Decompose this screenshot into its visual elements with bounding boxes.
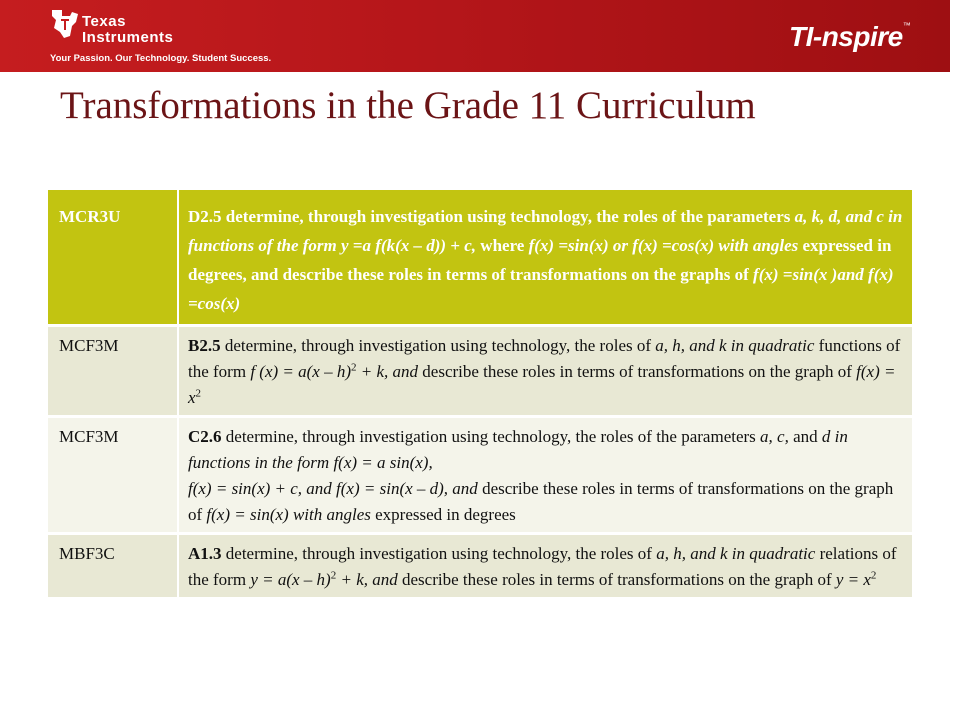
expectation-text-segment: a, h, and k in quadratic — [655, 336, 815, 355]
expectation-text-segment: a, k, d, and c in functions of the form y =a f(k(x – d)) + c, — [188, 207, 903, 255]
expectation-text-segment: + k, and — [356, 362, 419, 381]
expectation-text-segment: D2.5 — [188, 207, 222, 226]
expectation-text-segment: f(x) =sin(x )and f(x) =cos(x) — [188, 265, 894, 313]
course-code: MCF3M — [48, 326, 178, 417]
expectation-text-segment: describe these roles in terms of transformations on the graph of — [397, 570, 836, 589]
expectation-text-segment: 2 — [870, 569, 877, 582]
expectation-text — [178, 190, 912, 326]
company-tagline: Your Passion. Our Technology. Student Success. — [50, 53, 272, 64]
expectation-text-segment: where — [476, 236, 529, 255]
expectation-text-segment: determine, through investigation using technology, the roles of — [221, 544, 657, 563]
expectation-text-segment: expressed in degrees, and describe these roles in terms of transformations on the graphs of — [188, 236, 892, 284]
expectation-text-segment: f(x) = sin(x) with angles — [206, 505, 371, 524]
expectation-text-segment: a, h, and k in quadratic — [656, 544, 816, 563]
expectation-text-segment: relations of the form — [188, 544, 897, 589]
company-name-line2: Instruments — [82, 29, 174, 46]
expectation-text-segment: 2 — [351, 361, 357, 374]
table-header-row — [48, 190, 912, 326]
expectation-text-segment: using technology, the roles of the parameters — [467, 207, 795, 226]
course-code: MCR3U — [48, 190, 178, 326]
expectation-text-segment: y = a(x – h) — [250, 570, 331, 589]
expectation-text-segment: 2 — [330, 569, 337, 582]
expectation-text — [178, 417, 912, 534]
expectation-text-segment: expressed in degrees — [370, 505, 516, 524]
curriculum-table — [48, 190, 912, 600]
table-row — [48, 326, 912, 417]
expectation-text-segment: describe these roles in terms of transformations on the graph of — [418, 362, 857, 381]
header-banner — [0, 0, 950, 75]
expectation-text-segment: B2.5 — [188, 336, 221, 355]
expectation-text-segment: C2.6 — [188, 427, 222, 446]
expectation-text-segment: 2 — [195, 387, 202, 400]
expectation-text-segment: determine, through investigation — [221, 207, 468, 226]
product-logo — [789, 21, 910, 53]
expectation-text-segment: + k, and — [336, 570, 398, 589]
expectation-text-segment: f(x) = sin(x) + c, and f(x) = sin(x – d), and — [188, 479, 478, 498]
product-name: TI-nspire — [789, 21, 903, 52]
table-row — [48, 534, 912, 599]
slide-title: Transformations in the Grade 11 Curriculum — [60, 84, 756, 127]
expectation-text-segment: and — [788, 427, 822, 446]
banner-edge — [950, 0, 960, 72]
company-name-line1: Texas — [82, 13, 126, 30]
course-code: MBF3C — [48, 534, 178, 599]
expectation-text-segment: determine, through investigation using technology, the roles of the parameters — [221, 427, 761, 446]
expectation-text-segment: f(x) =sin(x) or f(x) =cos(x) with angles — [528, 236, 799, 255]
expectation-text-segment: d in functions in the form f(x) = a sin(x), — [188, 427, 848, 472]
expectation-text — [178, 534, 912, 599]
expectation-text-segment: y = x — [835, 570, 871, 589]
expectation-text — [178, 326, 912, 417]
texas-instruments-logo-icon — [48, 8, 80, 40]
expectation-text-segment: determine, through investigation using technology, the roles of — [220, 336, 656, 355]
course-code: MCF3M — [48, 417, 178, 534]
expectation-text-segment: A1.3 — [188, 544, 222, 563]
expectation-text-segment: f(x) = x — [188, 362, 896, 407]
expectation-text-segment: a, c, — [760, 427, 789, 446]
expectation-text-segment: describe these roles in terms of transformations on the graph of — [188, 479, 894, 524]
trademark-symbol: ™ — [902, 21, 911, 30]
expectation-text-segment: f (x) = a(x – h) — [250, 362, 352, 381]
table-row — [48, 417, 912, 534]
expectation-text-segment: functions of the form — [188, 336, 901, 381]
